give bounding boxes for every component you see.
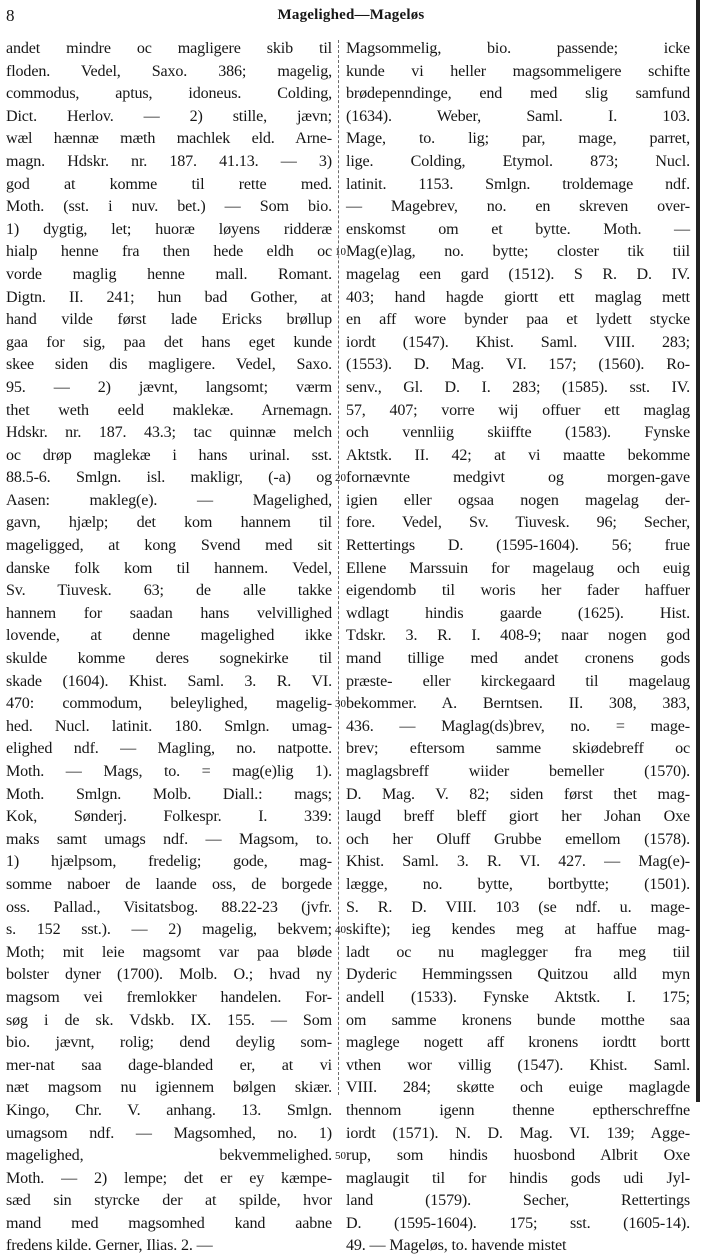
text-line: Hdskr. nr. 187. 43.3; tac quinnæ melch <box>6 424 332 442</box>
text-line: VIII. 284; skøtte och euige maglagde <box>346 1079 690 1097</box>
text-line: rup, som hindis huosbond Albrit Oxe <box>346 1147 690 1165</box>
text-line: magn. Hdskr. nr. 187. 41.13. — 3) <box>6 152 332 170</box>
text-line: Aasen: makleg(e). — Magelighed, <box>6 491 332 509</box>
text-line: Tdskr. 3. R. I. 408-9; naar nogen god <box>346 627 690 645</box>
text-line: brødepenndinge, end med slig samfund <box>346 85 690 103</box>
text-line: skade (1604). Khist. Saml. 3. R. VI. <box>6 672 332 690</box>
text-line: fredens kilde. Gerner, Ilias. 2. — <box>6 1237 213 1255</box>
text-line: wæl hænnæ mæth machlek eld. Arne- <box>6 130 332 148</box>
text-line: hand vilde først lade Ericks brøllup <box>6 311 332 329</box>
text-line: fore. Vedel, Sv. Tiuvesk. 96; Secher, <box>346 514 690 532</box>
text-line: magsom vei fremlokker handelen. For- <box>6 988 332 1006</box>
text-line: Dict. Herlov. — 2) stille, jævn; <box>6 107 332 125</box>
page-edge <box>696 0 700 1102</box>
text-line: oss. Pallad., Visitatsbog. 88.22-23 (jvfr. <box>6 898 332 916</box>
line-number-marker: 30 <box>335 698 346 711</box>
text-line: magelighed, bekvemmelighed. <box>6 1147 332 1165</box>
text-line: Moth. (sst. i nuv. bet.) — Som bio. <box>6 198 332 216</box>
text-line: bolster dyner (1700). Molb. O.; hvad ny <box>6 966 332 984</box>
text-line: Moth; mit leie magsomt var paa bløde <box>6 943 332 961</box>
text-line: mand tillige med andet cronens gods <box>346 650 690 668</box>
text-line: bekommer. A. Berntsen. II. 308, 383, <box>346 695 690 713</box>
line-number-marker: 50 <box>335 1150 346 1163</box>
text-line: gavn, hjælp; det kom hannem til <box>6 514 332 532</box>
text-line: elighed ndf. — Magling, no. natpotte. <box>6 740 332 758</box>
text-line: Kingo, Chr. V. anhang. 13. Smlgn. <box>6 1101 332 1119</box>
text-line: præste- eller kirckegaard til magelaug <box>346 672 690 690</box>
page-header <box>0 0 702 30</box>
text-line: 57, 407; vorre wij offuer ett maglag <box>346 401 690 419</box>
text-line: (1634). Weber, Saml. I. 103. <box>346 107 690 125</box>
text-line: hed. Nucl. latinit. 180. Smlgn. umag- <box>6 717 332 735</box>
text-line: thet weth eeld maklekæ. Arnemagn. <box>6 401 332 419</box>
text-line: land (1579). Secher, Rettertings <box>346 1192 690 1210</box>
text-line: god at komme til rette med. <box>6 175 332 193</box>
text-line: 436. — Maglag(ds)brev, no. = mage- <box>346 717 690 735</box>
right-column <box>346 38 690 1255</box>
text-line: Moth. Smlgn. Molb. Diall.: mags; <box>6 785 332 803</box>
text-line: brev; eftersom samme skiødebreff oc <box>346 740 690 758</box>
text-line: commodus, aptus, idoneus. Colding, <box>6 85 332 103</box>
text-line: oc drøp maglekæ i hans urinal. sst. <box>6 446 332 464</box>
text-line: lægge, no. bytte, bortbytte; (1501). <box>346 875 690 893</box>
text-line: 1) hjælpsom, fredelig; gode, mag- <box>6 853 332 871</box>
text-line: Magsommelig, bio. passende; icke <box>346 40 690 57</box>
text-line: 1) dygtig, let; huoræ løyens ridderæ <box>6 220 332 238</box>
text-line: mer-nat saa dage-blanded er, at vi <box>6 1056 332 1074</box>
text-line: wdlagt hindis gaarde (1625). Hist. <box>346 604 690 622</box>
text-line: skifte); ieg kendes meg at haffue mag- <box>346 921 690 939</box>
text-line: Mage, to. lig; par, mage, parret, <box>346 130 690 148</box>
text-line: Khist. Saml. 3. R. VI. 427. — Mag(e)- <box>346 853 690 871</box>
text-line: maks samt umags ndf. — Magsom, to. <box>6 830 332 848</box>
text-line: sæd sin styrcke der at spilde, hvor <box>6 1192 332 1210</box>
text-line: somme naboer de laande oss, de borgede <box>6 875 332 893</box>
text-line: maglaugit til for hindis gods udi Jyl- <box>346 1169 690 1187</box>
text-line: 403; hand hagde giortt ett maglag mett <box>346 288 690 306</box>
text-line: laugd breff bleff giort her Johan Oxe <box>346 808 690 826</box>
text-line: floden. Vedel, Saxo. 386; magelig, <box>6 62 332 80</box>
text-line: 88.5-6. Smlgn. isl. makligr, (-a) og <box>6 469 332 487</box>
text-line: — Magebrev, no. en skreven over- <box>346 198 690 216</box>
text-line: senv., Gl. D. I. 283; (1585). sst. IV. <box>346 378 690 396</box>
text-line: hannem for saadan hans velvillighed <box>6 604 332 622</box>
text-line: enskomst om et bytte. Moth. — <box>346 220 690 238</box>
text-line: iordt (1571). N. D. Mag. VI. 139; Agge- <box>346 1124 690 1142</box>
text-line: søg i de sk. Vdskb. IX. 155. — Som <box>6 1011 332 1029</box>
text-line: kunde vi heller magsommeligere schifte <box>346 62 690 80</box>
text-line: Sv. Tiuvesk. 63; de alle takke <box>6 582 332 600</box>
text-line: igien eller ogsaa nogen magelag der- <box>346 491 690 509</box>
text-line: fornævnte medgivt og morgen-gave <box>346 469 690 487</box>
text-line: Moth. — 2) lempe; det er ey kæmpe- <box>6 1169 332 1187</box>
text-line: och vennliig skiiffte (1583). Fynske <box>346 424 690 442</box>
text-line: Digtn. II. 241; hun bad Gother, at <box>6 288 332 306</box>
text-line: Mag(e)lag, no. bytte; closter tik tiil <box>346 243 690 261</box>
text-line: hialp henne fra then hede eldh oc <box>6 243 332 261</box>
text-line: gaa for sig, paa det hans eget kunde <box>6 333 332 351</box>
line-number-marker: 10 <box>335 246 346 259</box>
text-line: maglagsbreff wiider bemeller (1570). <box>346 763 690 780</box>
text-line: skee siden dis magligere. Vedel, Saxo. <box>6 356 332 374</box>
text-line: umagsom ndf. — Magsomhed, no. 1) <box>6 1124 332 1142</box>
text-line: lovende, at denne magelighed ikke <box>6 627 332 645</box>
running-head: Magelighed—Mageløs <box>277 7 425 23</box>
line-number-marker: 20 <box>335 472 346 485</box>
text-line: S. R. D. VIII. 103 (se ndf. u. mage- <box>346 898 690 916</box>
text-line: thennom igenn thenne eptherschreffne <box>346 1101 690 1119</box>
page-number: 8 <box>6 6 15 25</box>
text-line: mageligged, at kong Svend med sit <box>6 537 332 555</box>
text-line: och her Oluff Grubbe emellom (1578). <box>346 830 690 848</box>
text-line: Ellene Marssuin for magelaug och euig <box>346 559 690 577</box>
text-line: D. Mag. V. 82; siden først thet mag- <box>346 785 690 803</box>
text-line: magelag een gard (1512). S R. D. IV. <box>346 265 690 283</box>
text-line: vorde maglig henne mall. Romant. <box>6 265 332 283</box>
text-line: andell (1533). Fynske Aktstk. I. 175; <box>346 988 690 1006</box>
text-line: næt magsom nu igiennem bølgen skiær. <box>6 1079 332 1097</box>
text-line: bio. jævnt, rolig; dend deylig som- <box>6 1034 332 1052</box>
text-line: latinit. 1153. Smlgn. troldemage ndf. <box>346 175 690 193</box>
text-line: (1553). D. Mag. VI. 157; (1560). Ro- <box>346 356 690 374</box>
text-line: en aff wore bynder paa et lydett stycke <box>346 311 690 329</box>
text-line: s. 152 sst.). — 2) magelig, bekvem; <box>6 921 332 939</box>
text-line: skulde komme deres sognekirke til <box>6 650 332 668</box>
text-line: Dyderic Hemmingssen Quitzou alld myn <box>346 966 690 984</box>
left-column <box>6 38 332 1255</box>
text-line: andet mindre oc magligere skib til <box>6 40 332 57</box>
text-line: om samme kronens bunde motthe saa <box>346 1011 690 1029</box>
text-line: lige. Colding, Etymol. 873; Nucl. <box>346 152 690 170</box>
column-divider <box>338 40 339 1095</box>
text-line: Aktstk. II. 42; at vi maatte bekomme <box>346 446 690 464</box>
text-line: D. (1595-1604). 175; sst. (1605-14). <box>346 1214 690 1232</box>
line-number-marker: 40 <box>335 924 346 937</box>
text-line: iordt (1547). Khist. Saml. VIII. 283; <box>346 333 690 351</box>
text-line: Kok, Sønderj. Folkespr. I. 339: <box>6 808 332 826</box>
text-line: danske folk kom til hannem. Vedel, <box>6 559 332 577</box>
text-line: ladt oc nu maglegger fra meg tiil <box>346 943 690 961</box>
text-line: Rettertings D. (1595-1604). 56; frue <box>346 537 690 555</box>
text-line: 470: commodum, beleylighed, magelig- <box>6 695 332 713</box>
text-line: 49. — Mageløs, to. havende mistet <box>346 1237 567 1255</box>
text-line: maglege nogett aff kronens iordtt bortt <box>346 1034 690 1052</box>
text-line: 95. — 2) jævnt, langsomt; værm <box>6 378 332 396</box>
text-line: vthen wor villig (1547). Khist. Saml. <box>346 1056 690 1074</box>
text-line: Moth. — Mags, to. = mag(e)lig 1). <box>6 763 332 780</box>
text-line: eigendomb til woris her fader haffuer <box>346 582 690 600</box>
text-line: mand med magsomhed kand aabne <box>6 1214 332 1232</box>
